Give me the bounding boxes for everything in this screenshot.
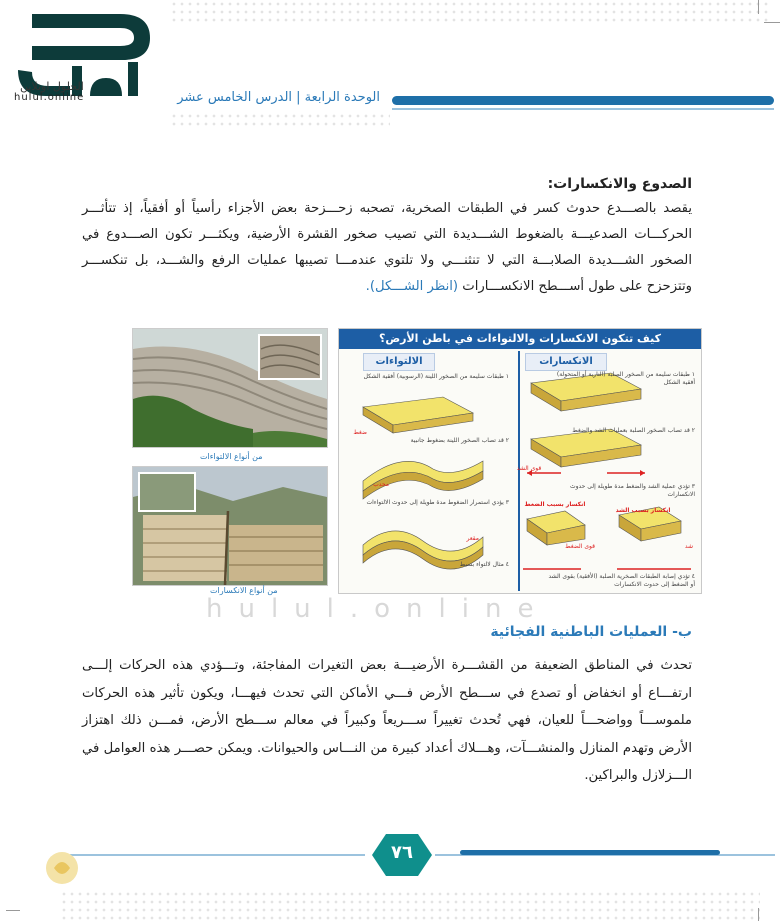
fractures-column-title: الانكسارات (525, 353, 607, 371)
faults-folds-figure (132, 328, 700, 595)
header-accent-bar (392, 96, 774, 105)
watermark-text: hulul.online (206, 594, 550, 624)
folds-column-title: الالتواءات (363, 353, 435, 371)
section-heading-sudden-processes: ب- العمليات الباطنية الفجائية (490, 624, 692, 640)
fold-landscape-image (133, 329, 327, 447)
fold-block-1 (363, 397, 473, 433)
fold-step-2: ٢ قد تصاب الصخور اللينة بضغوط جانبية (410, 437, 509, 444)
fold-step-4: ٤ مثال لالتواء بسيط (459, 561, 509, 568)
figure-reference-link[interactable]: (انظر الشـــكل). (365, 279, 459, 294)
fold-step-3: ٣ يؤدي استمرار الضغوط مدة طويلة إلى حدوث الالتواءات (366, 499, 509, 506)
footer-accent-bar (460, 850, 720, 855)
crop-mark (758, 908, 759, 921)
fracture-block-3 (523, 507, 691, 569)
faults-paragraph (82, 196, 692, 300)
label-tension-forces: قوى الشد (516, 465, 542, 472)
formation-diagram (338, 328, 702, 594)
label-tension: شد (684, 543, 693, 550)
page-number: ٧٦ (391, 842, 413, 863)
top-dot-pattern (170, 0, 770, 22)
fracture-landscape-image (133, 467, 327, 585)
label-pressure: ضغط (353, 429, 367, 436)
photo-fractures-caption: من أنواع الانكسارات (210, 586, 278, 595)
sudden-processes-paragraph: تحدث في المناطق الضعيفة من القشـــرة الأرضيـــة بعض التغيرات المفاجئة، وتـــؤدي هذه الحركات إلـــى ارتفـــاع أو انخفاض أو تصدع في ســـطح الأرض فـــي الأماكن التي تحدث فيهـــا، ويكون تأثير هذه الحركات ملموســـاً وواضحـــاً للعيان، فهي تُحدث تغييراً ســـريعاً وكبيراً في معالم ســـطح الأرض، فمـــن ذلك اهتزاز الأرض وتهدم المنازل والمنشـــآت، وهـــلاك أعداد كبيرة من النـــاس والحيوانات. ويمكن حصـــر هذه العوامل في الـــزلازل والبراكين. (82, 658, 692, 783)
fold-step-1: ١ طبقات سليمة من الصخور اللينة (الرسوبية) أفقية الشكل (363, 373, 509, 380)
fracture-step-1: ١ طبقات سليمة من الصخور الصلبة (النارية أو المتحولة) أفقية الشكل (556, 371, 695, 386)
label-fault-tension: انكسار بسبب الشد (615, 507, 671, 514)
unit-lesson-title: الوحدة الرابعة | الدرس الخامس عشر (177, 90, 380, 105)
logo-caption-arabic: الحلول اونلاين (20, 80, 84, 93)
fracture-step-2: ٢ قد تصاب الصخور الصلبة بعمليات الشد والضغط (572, 427, 695, 434)
fracture-step-4: ٤ تؤدي إصابة الطبقات الصخرية الصلبة (الأفقية) بقوى الشد أو الضغط إلى حدوث الانكسارات (548, 573, 695, 588)
fracture-diagrams (521, 369, 699, 591)
logo-caption-english: hulul.online (14, 92, 85, 103)
photo-folds (132, 328, 328, 448)
section-heading-faults: الصدوع والانكسارات: (547, 176, 692, 192)
header-accent-line (392, 108, 774, 110)
footer-line-left (70, 854, 365, 856)
header-dot-pattern (170, 112, 390, 128)
crop-mark (764, 22, 780, 23)
photo-fractures (132, 466, 328, 586)
label-pressure-forces: قوى الضغط (565, 543, 595, 550)
photo-folds-caption: من أنواع الالتواءات (200, 452, 263, 461)
fracture-step-3: ٣ تؤدي عملية الشد والضغط مدة طويلة إلى حدوث الانكسارات (569, 483, 695, 498)
bottom-left-decoration-icon (44, 846, 80, 886)
crop-mark (6, 910, 20, 911)
label-fault-pressure: انكسار بسبب الضغط (524, 501, 586, 508)
bottom-dot-pattern (60, 890, 760, 921)
fold-block-2 (363, 461, 483, 499)
crop-mark (758, 0, 759, 14)
label-anticline: محدب (373, 481, 389, 488)
faults-paragraph-text: يقصد بالصـــدع حدوث كسر في الطبقات الصخرية، تصحبه زحـــزحة بعض الأجزاء رأسياً أو أفقياً، إذ تتأثـــر الحركـــات الصدعيـــة بالضغوط الشـــديدة التي تصيب صخور القشرة الأرضية، ويكثـــر تكون الصـــدوع في الصخور الشـــديدة الصلابـــة التي لا تنثنـــي ولا تلتوي عندمـــا تصيبها عمليات الرفع والشـــد، بل تنكســـر وتتزحزح على طول أســـطح الانكســـارات (82, 201, 692, 294)
diagram-title: كيف تتكون الانكسارات والالتواءات في باطن الأرض؟ (339, 329, 701, 349)
fold-diagrams (343, 369, 515, 591)
label-syncline: مقعر (466, 535, 479, 542)
